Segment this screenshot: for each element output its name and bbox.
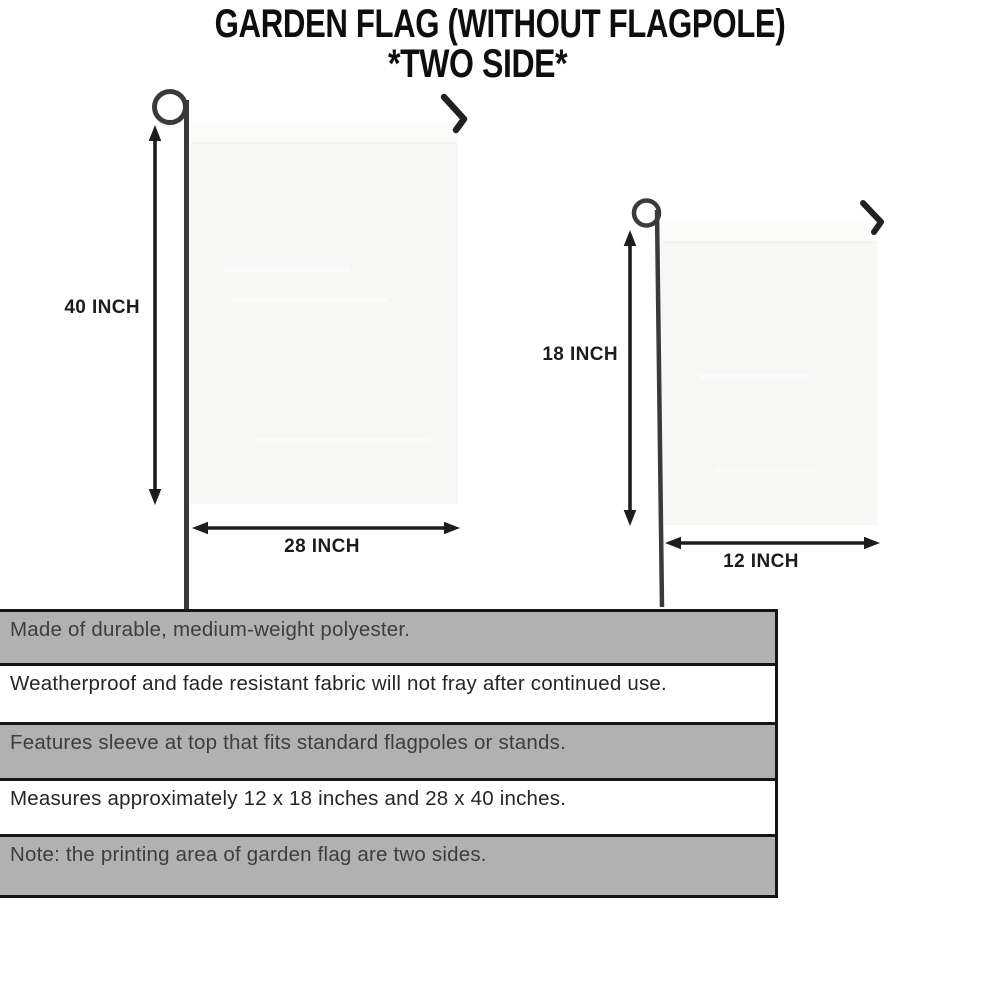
small-flag-width-arrow (665, 537, 880, 550)
small-flag-height-label: 18 INCH (542, 344, 618, 365)
fabric-wrinkle (225, 267, 350, 272)
small-flag-height-arrow (624, 230, 637, 526)
fabric-wrinkle (232, 297, 387, 302)
large-flagpole-loop-icon (155, 92, 186, 123)
large-flag-sleeve (190, 121, 458, 143)
large-flag-height-label: 40 INCH (64, 297, 140, 318)
fabric-wrinkle (700, 374, 810, 379)
large-flag-width-arrow (192, 522, 460, 535)
feature-text: Features sleeve at top that fits standard flagpoles or stands. (10, 731, 566, 754)
feature-row-measurements (0, 778, 778, 837)
small-flag-sleeve (661, 223, 877, 242)
large-flag-assembly (149, 92, 464, 610)
fabric-wrinkle (255, 438, 430, 444)
feature-text: Measures approximately 12 x 18 inches and 28 x 40 inches. (10, 787, 567, 810)
feature-row-material (0, 609, 778, 666)
fabric-wrinkle (715, 468, 815, 473)
large-flag-canvas (190, 121, 458, 504)
small-flag-assembly (624, 201, 881, 608)
feature-row-weatherproof (0, 663, 778, 725)
feature-text: Weatherproof and fade resistant fabric will not fray after continued use. (10, 672, 667, 695)
feature-row-sleeve (0, 722, 778, 781)
feature-text: Note: the printing area of garden flag are two sides. (10, 843, 487, 866)
feature-row-note (0, 834, 778, 898)
small-flag-width-label: 12 INCH (723, 551, 799, 572)
title-line-2: *TWO SIDE* (388, 42, 568, 86)
feature-text: Made of durable, medium-weight polyester. (10, 618, 411, 641)
title-line-1: GARDEN FLAG (WITHOUT FLAGPOLE) (214, 2, 786, 46)
large-flag-width-label: 28 INCH (284, 536, 360, 557)
large-flag-height-arrow (149, 125, 162, 505)
